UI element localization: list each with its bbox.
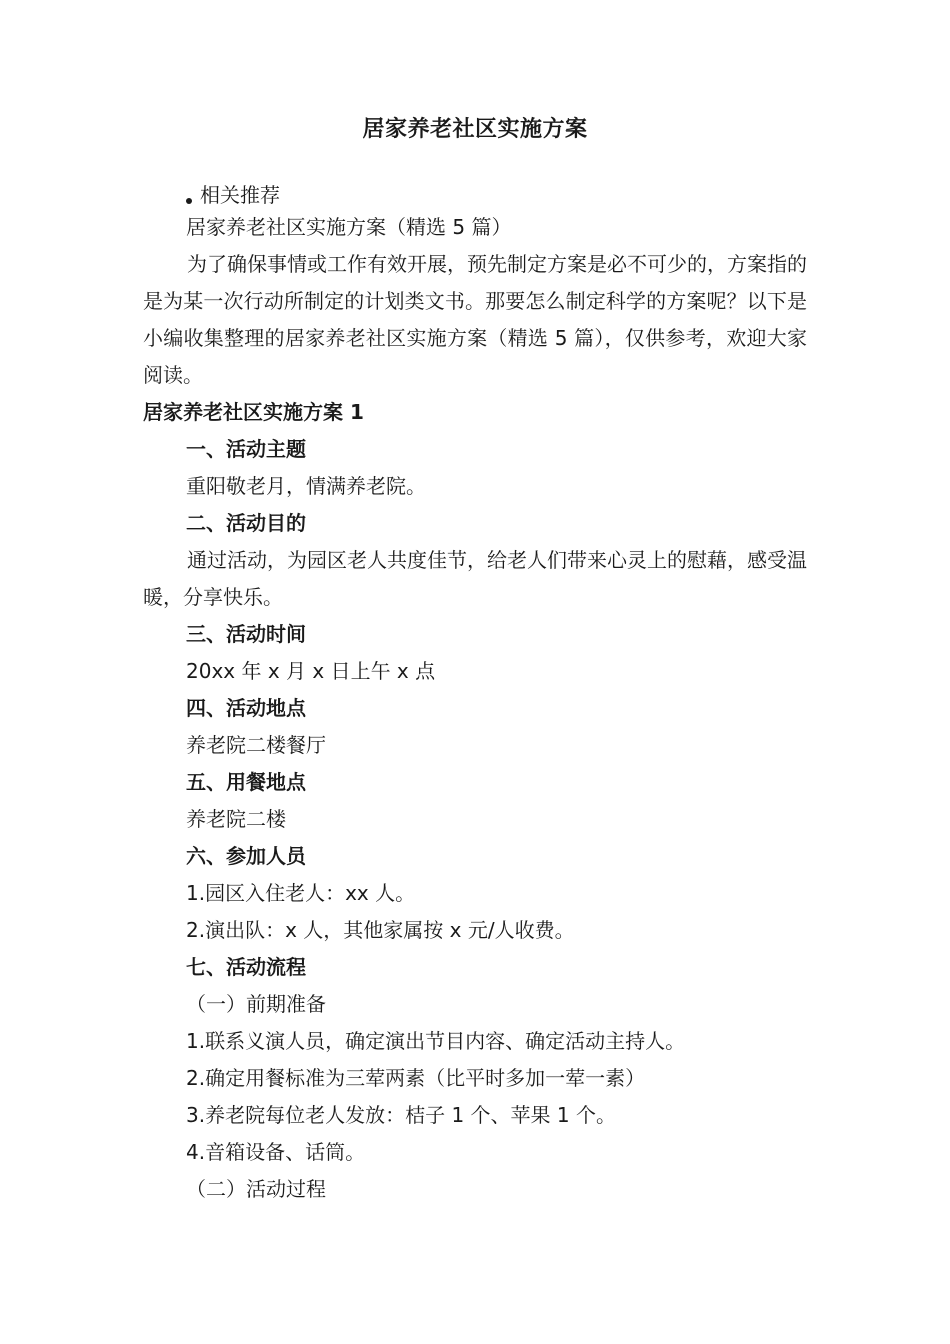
list-item: 4.音箱设备、话筒。: [186, 1140, 366, 1164]
intro-paragraph: 为了确保事情或工作有效开展，预先制定方案是必不可少的，方案指的是为某一次行动所制定的计划类文书。那要怎么制定科学的方案呢？以下是小编收集整理的居家养老社区实施方案（精选 5 篇），仅供参考，欢迎大家阅读。: [143, 252, 807, 387]
document-title: 居家养老社区实施方案: [362, 117, 588, 142]
purpose-heading: 二、活动目的: [186, 511, 306, 535]
section-heading: 居家养老社区实施方案 1: [143, 400, 364, 424]
list-item: 3.养老院每位老人发放：桔子 1 个、苹果 1 个。: [186, 1103, 616, 1127]
list-item: 2.确定用餐标准为三荤两素（比平时多加一荤一素）: [186, 1066, 646, 1090]
place-text: 养老院二楼餐厅: [186, 733, 326, 757]
flow-heading: 七、活动流程: [186, 955, 306, 979]
list-item: 1.联系义演人员，确定演出节目内容、确定活动主持人。: [186, 1029, 686, 1053]
process-heading: （二）活动过程: [186, 1177, 326, 1201]
theme-text: 重阳敬老月，情满养老院。: [186, 474, 426, 498]
purpose-text: 通过活动，为园区老人共度佳节，给老人们带来心灵上的慰藉，感受温暖，分享快乐。: [143, 548, 807, 609]
theme-heading: 一、活动主题: [186, 437, 306, 461]
dining-heading: 五、用餐地点: [186, 770, 306, 794]
time-text: 20xx 年 x 月 x 日上午 x 点: [186, 659, 436, 683]
place-heading: 四、活动地点: [186, 696, 306, 720]
bullet-icon: [186, 198, 192, 204]
related-recommend: [186, 181, 280, 209]
time-heading: 三、活动时间: [186, 622, 306, 646]
dining-text: 养老院二楼: [186, 807, 286, 831]
list-item: 2.演出队：x 人，其他家属按 x 元/人收费。: [186, 918, 575, 942]
list-item: 1.园区入住老人：xx 人。: [186, 881, 416, 905]
prep-heading: （一）前期准备: [186, 992, 326, 1016]
people-heading: 六、参加人员: [186, 844, 306, 868]
related-label: 相关推荐: [200, 183, 280, 207]
related-subtitle: 居家养老社区实施方案（精选 5 篇）: [186, 215, 512, 239]
